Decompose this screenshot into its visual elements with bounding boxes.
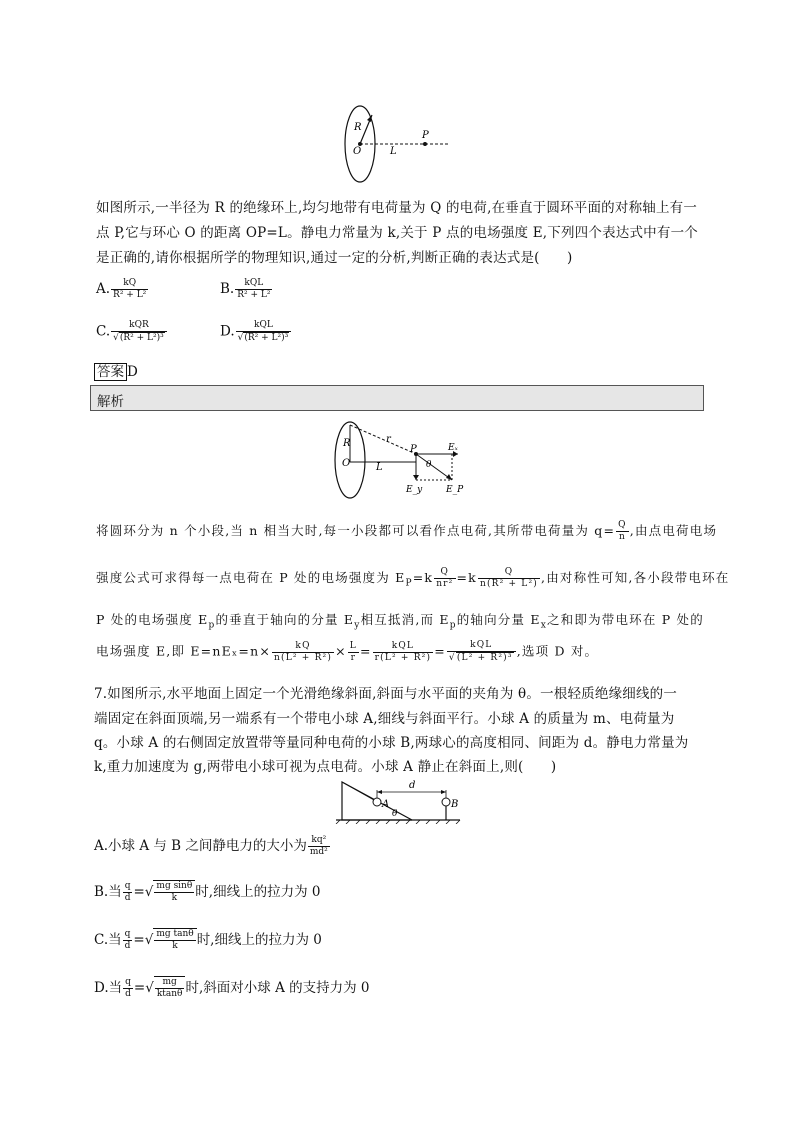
q6-stem-line-1: 如图所示,一半径为 R 的绝缘环上,均匀地带有电荷量为 Q 的电荷,在垂直于圆环平面的对称轴上有一 [96,200,698,216]
answer-line [94,363,138,381]
q7-option-b: B.当 $\frac{q}{d}$ =√ $\frac{\text{mg sinθ}}{k}$ 时,细线上的拉力为 0 [94,881,321,903]
afig-label-Ex: Eₓ [448,443,458,453]
afig-label-P: P [410,444,417,455]
q7-stem-line-1: 7.如图所示,水平地面上固定一个光滑绝缘斜面,斜面与水平面的夹角为 θ。一根轻质绝缘细线的一 [94,686,678,702]
q6-option-c: C. $\frac{\text{kQR}}{\text{√(R² + L²)³}}$ [96,320,168,344]
fig-label-R: R [354,122,362,133]
q6-option-a: A. $\frac{kQ}{\text{R² + L²}}$ [96,278,147,300]
q7-option-c: C.当 $\frac{q}{d}$ =√ $\frac{\text{mg tanθ}}{k}$ 时,细线上的拉力为 0 [94,929,322,951]
q7-fig-label-d: d [409,780,416,791]
q7-stem-line-4: k,重力加速度为 g,两带电小球可视为点电荷。小球 A 静止在斜面上,则( ) [94,759,557,775]
afig-label-O: O [342,458,351,469]
fig-label-O: O [353,146,362,157]
afig-label-Ey: E_y [406,485,423,495]
solution-line-4: 电场强度 E,即 E=nEₓ=n× $\frac{kQ}{\text{n(L² + R²)}}$ × $\frac{L}{r}$ = $\frac{\text{kQL}}{\text{r(L² + R²)}}$ = $\frac{\text{kQL}}{\text{√(L² + R²)³}}$ ,选项 D 对。 [96,640,599,663]
solution-line-1: 将圆环分为 n 个小段,当 n 相当大时,每一小段都可以看作点电荷,其所带电荷量为 q= $\frac{Q}{n}$ ,由点电荷电场 [96,520,718,542]
q6-option-b: B. $\frac{\text{kQL}}{\text{R² + L²}}$ [220,278,271,300]
q6-stem-line-2: 点 P,它与环心 O 的距离 OP=L。静电力常量为 k,关于 P 点的电场强度 E,下列四个表达式中有一个 [96,225,698,241]
analysis-figure [330,420,470,502]
q7-incline-figure [330,774,465,824]
afig-label-R: R [343,438,351,449]
solution-line-3: P 处的电场强度 $E_p$的垂直于轴向的分量 $E_y$相互抵消,而 $E_p$的轴向分量 $E_x$之和即为带电环在 P 处的 [96,612,704,631]
q7-fig-label-B: B [451,799,459,810]
q7-fig-label-A: A [382,799,390,810]
fig-label-P: P [422,130,429,141]
afig-label-theta: θ [426,460,432,470]
q7-option-a: A.小球 A 与 B 之间静电力的大小为 $\frac{\text{kq²}}{\text{md²}}$ [94,835,328,857]
fig-label-L: L [390,146,397,157]
q6-ring-figure [330,100,460,185]
q7-stem-line-2: 端固定在斜面顶端,另一端系有一个带电小球 A,细线与斜面平行。小球 A 的质量为 m、电荷量为 [94,711,675,727]
analysis-label: 解析 [97,394,124,410]
answer-label: 答案 [94,363,127,381]
q7-fig-label-theta: θ [392,809,398,819]
answer-value: D [127,364,138,380]
afig-label-r: r [386,434,391,445]
q7-stem-line-3: q。小球 A 的右侧固定放置带等量同种电荷的小球 B,两球心的高度相同、间距为 d。静电力常量为 [94,735,689,751]
afig-label-L: L [376,462,383,473]
q7-option-d: D.当 $\frac{q}{d}$ =√ $\frac{mg}{ktan\theta}$ 时,斜面对小球 A 的支持力为 0 [94,977,370,999]
afig-label-Ep: E_P [446,485,464,495]
q6-stem-line-3: 是正确的,请你根据所学的物理知识,通过一定的分析,判断正确的表达式是( ) [96,250,573,266]
analysis-header [90,385,704,411]
solution-line-2: 强度公式可求得每一点电荷在 P 处的电场强度为 $E_P=k$ $\frac{Q}{\text{nr²}}$ =k $\frac{Q}{\text{n(R² + L²)}}$ ,由对称性可知,各小段带电环在 [96,567,730,589]
q6-option-d: D. $\frac{\text{kQL}}{\text{√(R² + L²)³}}$ [220,320,292,344]
